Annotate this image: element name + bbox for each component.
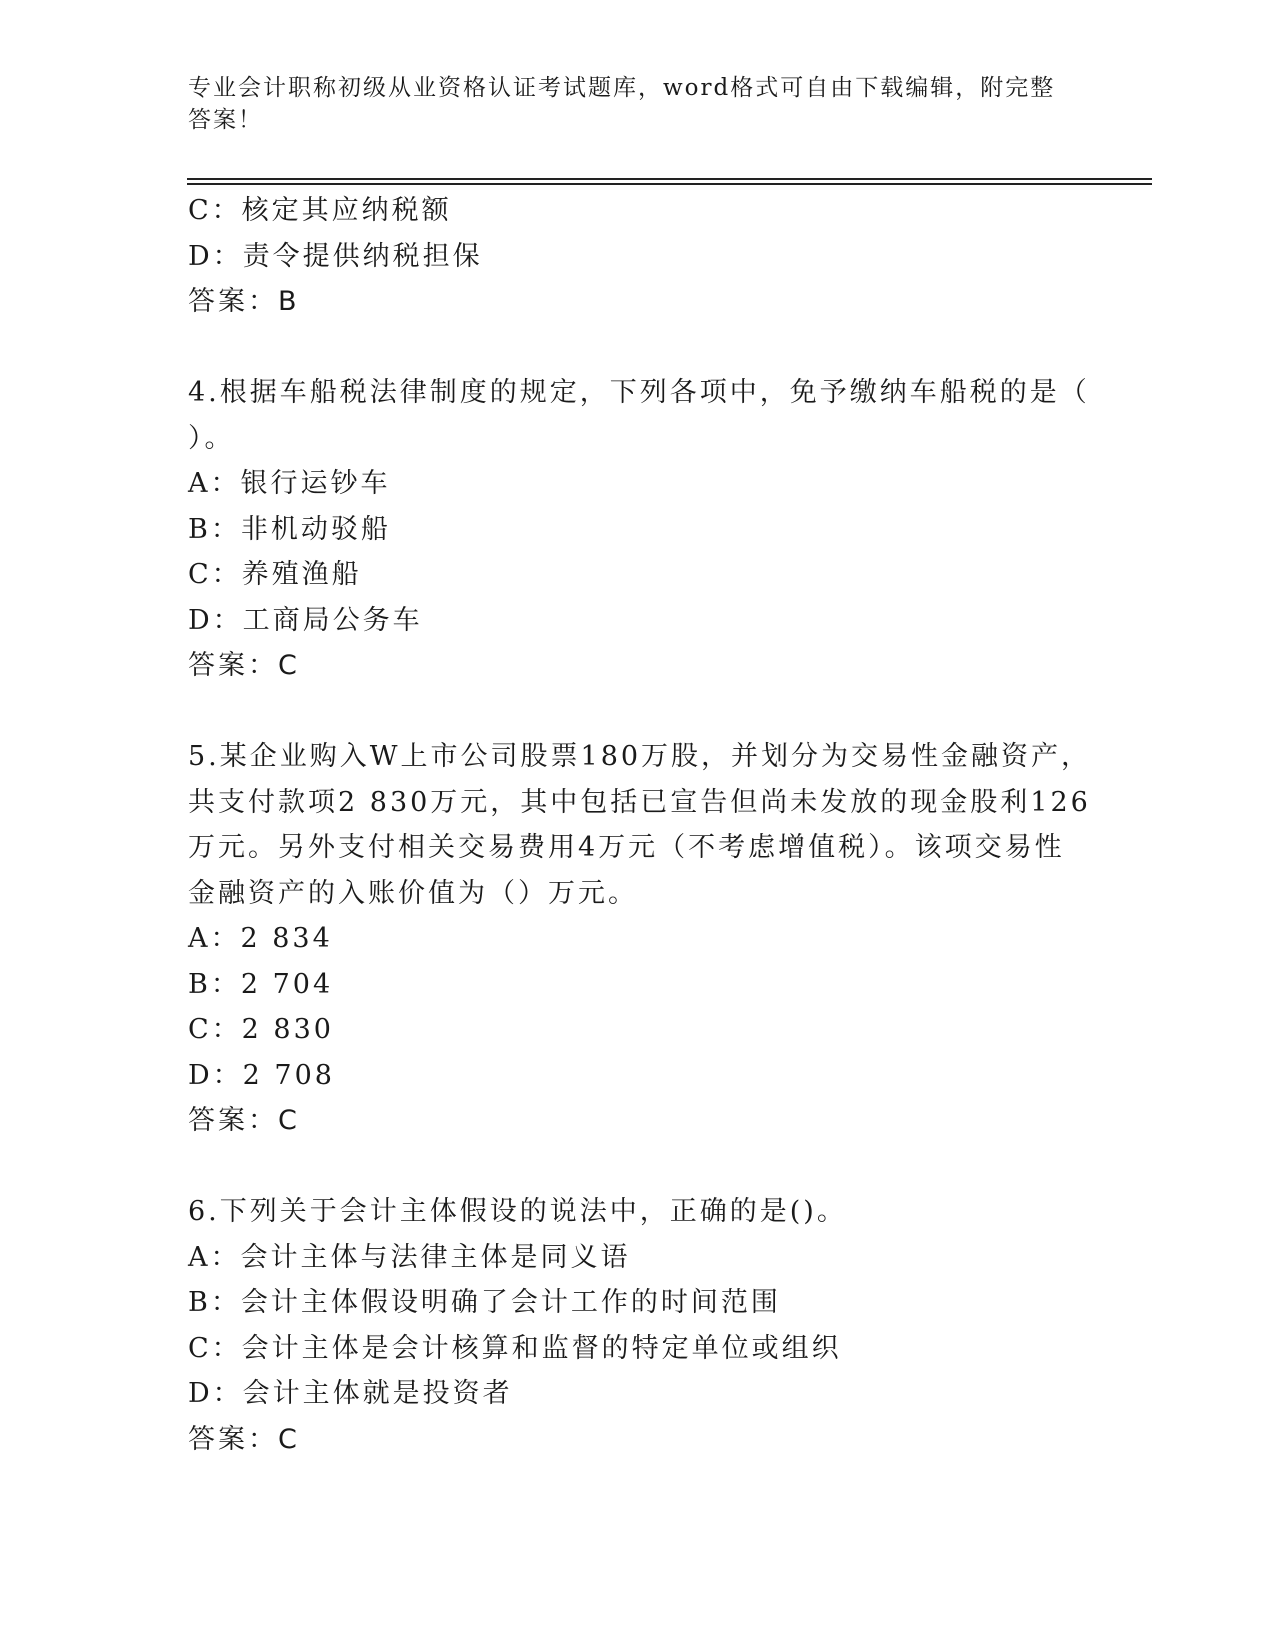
q6-option-b: B：会计主体假设明确了会计工作的时间范围 [188,1287,781,1318]
q4-option-c: C：养殖渔船 [188,559,362,590]
header-divider-bottom [187,183,1152,185]
prev-option-d: D：责令提供纳税担保 [188,240,483,272]
q4-option-d: D：工商局公务车 [188,604,423,636]
q6-answer: 答案：C [188,1423,300,1455]
prev-answer: 答案：B [188,286,300,317]
q4-answer: 答案：C [188,650,300,681]
question-list [188,188,1092,1462]
q5-option-d: D：2 708 [188,1059,335,1091]
q6-option-d: D：会计主体就是投资者 [188,1378,513,1409]
q4-stem-line1: 4.根据车船税法律制度的规定，下列各项中，免予缴纳车船税的是（ [188,377,1090,408]
q5-stem-line4: 金融资产的入账价值为（）万元。 [188,877,638,909]
q5-answer: 答案：C [188,1105,300,1136]
spacer [188,325,1068,371]
q6-option-a: A：会计主体与法律主体是同义语 [188,1241,631,1273]
q5-option-b: B：2 704 [188,968,334,1000]
header-divider-top [187,178,1152,180]
q5-stem-line1: 5.某企业购入W上市公司股票180万股，并划分为交易性金融资产， [188,741,1092,772]
q4-stem-line2: ）。 [188,422,235,454]
q4-option-b: B：非机动驳船 [188,513,391,545]
q5-stem-line2: 共支付款项2 830万元，其中包括已宣告但尚未发放的现金股利126 [188,786,1091,818]
q6-option-c: C：会计主体是会计核算和监督的特定单位或组织 [188,1332,842,1364]
prev-option-c: C：核定其应纳税额 [188,195,452,226]
spacer [188,1144,1068,1190]
q5-stem-line3: 万元。另外支付相关交易费用4万元（不考虑增值税）。该项交易性 [188,832,1065,863]
q5-option-c: C：2 830 [188,1014,334,1045]
spacer [188,689,1068,735]
document-header: 专业会计职称初级从业资格认证考试题库，word格式可自由下载编辑，附完整答案！ [188,75,1056,133]
q6-stem-line1: 6.下列关于会计主体假设的说法中，正确的是()。 [188,1196,847,1227]
q5-option-a: A：2 834 [188,923,333,954]
q4-option-a: A：银行运钞车 [188,468,391,499]
